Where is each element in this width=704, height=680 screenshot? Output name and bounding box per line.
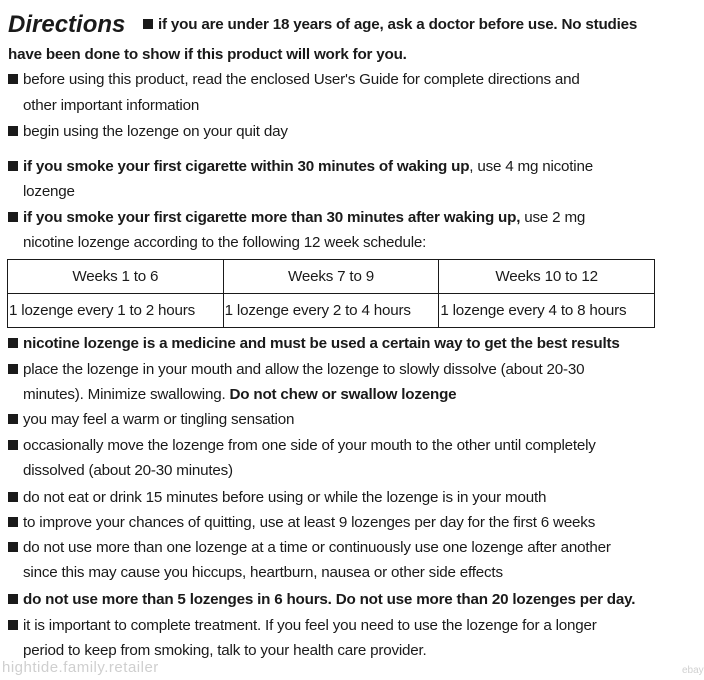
bullet-square-icon [8,492,18,502]
bullet-square-icon [8,212,18,222]
dosage-weeks-7-9: 1 lozenge every 2 to 4 hours [223,294,439,328]
bullet-square-icon [8,126,18,136]
place-lozenge-line-1: place the lozenge in your mouth and allow the lozenge to slowly dissolve (about 20-30 [8,360,584,379]
move-lozenge-line-2: dissolved (about 20-30 minutes) [23,462,233,479]
complete-treatment-line-1: it is important to complete treatment. If you feel you need to use the lozenge for a longer [8,616,597,635]
after-30-minutes-line-1: if you smoke your first cigarette more than 30 minutes after waking up, use 2 mg [8,208,585,227]
bullet-square-icon [8,594,18,604]
within-30-minutes-line-1: if you smoke your first cigarette within 30 minutes of waking up, use 4 mg nicotine [8,157,593,176]
ebay-logo-watermark-icon [682,659,704,677]
schedule-header-weeks-7-9: Weeks 7 to 9 [223,260,439,294]
schedule-header-row [8,260,655,294]
schedule-dosage-row [8,294,655,328]
schedule-table [7,259,655,328]
quit-day-line: begin using the lozenge on your quit day [8,122,288,141]
schedule-header-weeks-10-12: Weeks 10 to 12 [439,260,655,294]
improve-chances-line: to improve your chances of quitting, use at least 9 lozenges per day for the first 6 weeks [8,513,595,532]
after-30-minutes-line-2: nicotine lozenge according to the following 12 week schedule: [23,234,427,251]
no-eat-drink-line: do not eat or drink 15 minutes before using or while the lozenge is in your mouth [8,488,546,507]
move-lozenge-line-1: occasionally move the lozenge from one side of your mouth to the other until completely [8,436,596,455]
under-18-line-1: if you are under 18 years of age, ask a doctor before use. No studies [127,15,637,34]
max-lozenges-line: do not use more than 5 lozenges in 6 hours. Do not use more than 20 lozenges per day. [8,590,635,609]
schedule-header-weeks-1-6: Weeks 1 to 6 [8,260,224,294]
complete-treatment-line-2: period to keep from smoking, talk to your health care provider. [23,642,427,659]
warm-sensation-line: you may feel a warm or tingling sensation [8,410,294,429]
users-guide-line-2: other important information [23,97,200,114]
bullet-square-icon [8,440,18,450]
bullet-square-icon [8,517,18,527]
seller-watermark: hightide.family.retailer [2,659,159,676]
dosage-weeks-10-12: 1 lozenge every 4 to 8 hours [439,294,655,328]
medicine-line: nicotine lozenge is a medicine and must be used a certain way to get the best results [8,334,620,353]
within-30-minutes-line-2: lozenge [23,183,75,200]
place-lozenge-line-2: minutes). Minimize swallowing. Do not chew or swallow lozenge [23,386,457,403]
one-at-a-time-line-2: since this may cause you hiccups, heartburn, nausea or other side effects [23,564,503,581]
bullet-square-icon [8,161,18,171]
bullet-square-icon [8,542,18,552]
bullet-square-icon [143,19,153,29]
under-18-line-2: have been done to show if this product will work for you. [8,46,407,63]
bullet-square-icon [8,620,18,630]
bullet-square-icon [8,74,18,84]
bullet-square-icon [8,364,18,374]
bullet-square-icon [8,414,18,424]
svg-text:ebay: ebay [682,665,704,676]
dosage-weeks-1-6: 1 lozenge every 1 to 2 hours [8,294,224,328]
bullet-square-icon [8,338,18,348]
users-guide-line-1: before using this product, read the enclosed User's Guide for complete directions and [8,70,580,89]
one-at-a-time-line-1: do not use more than one lozenge at a time or continuously use one lozenge after another [8,538,611,557]
directions-heading: Directions [8,11,126,38]
